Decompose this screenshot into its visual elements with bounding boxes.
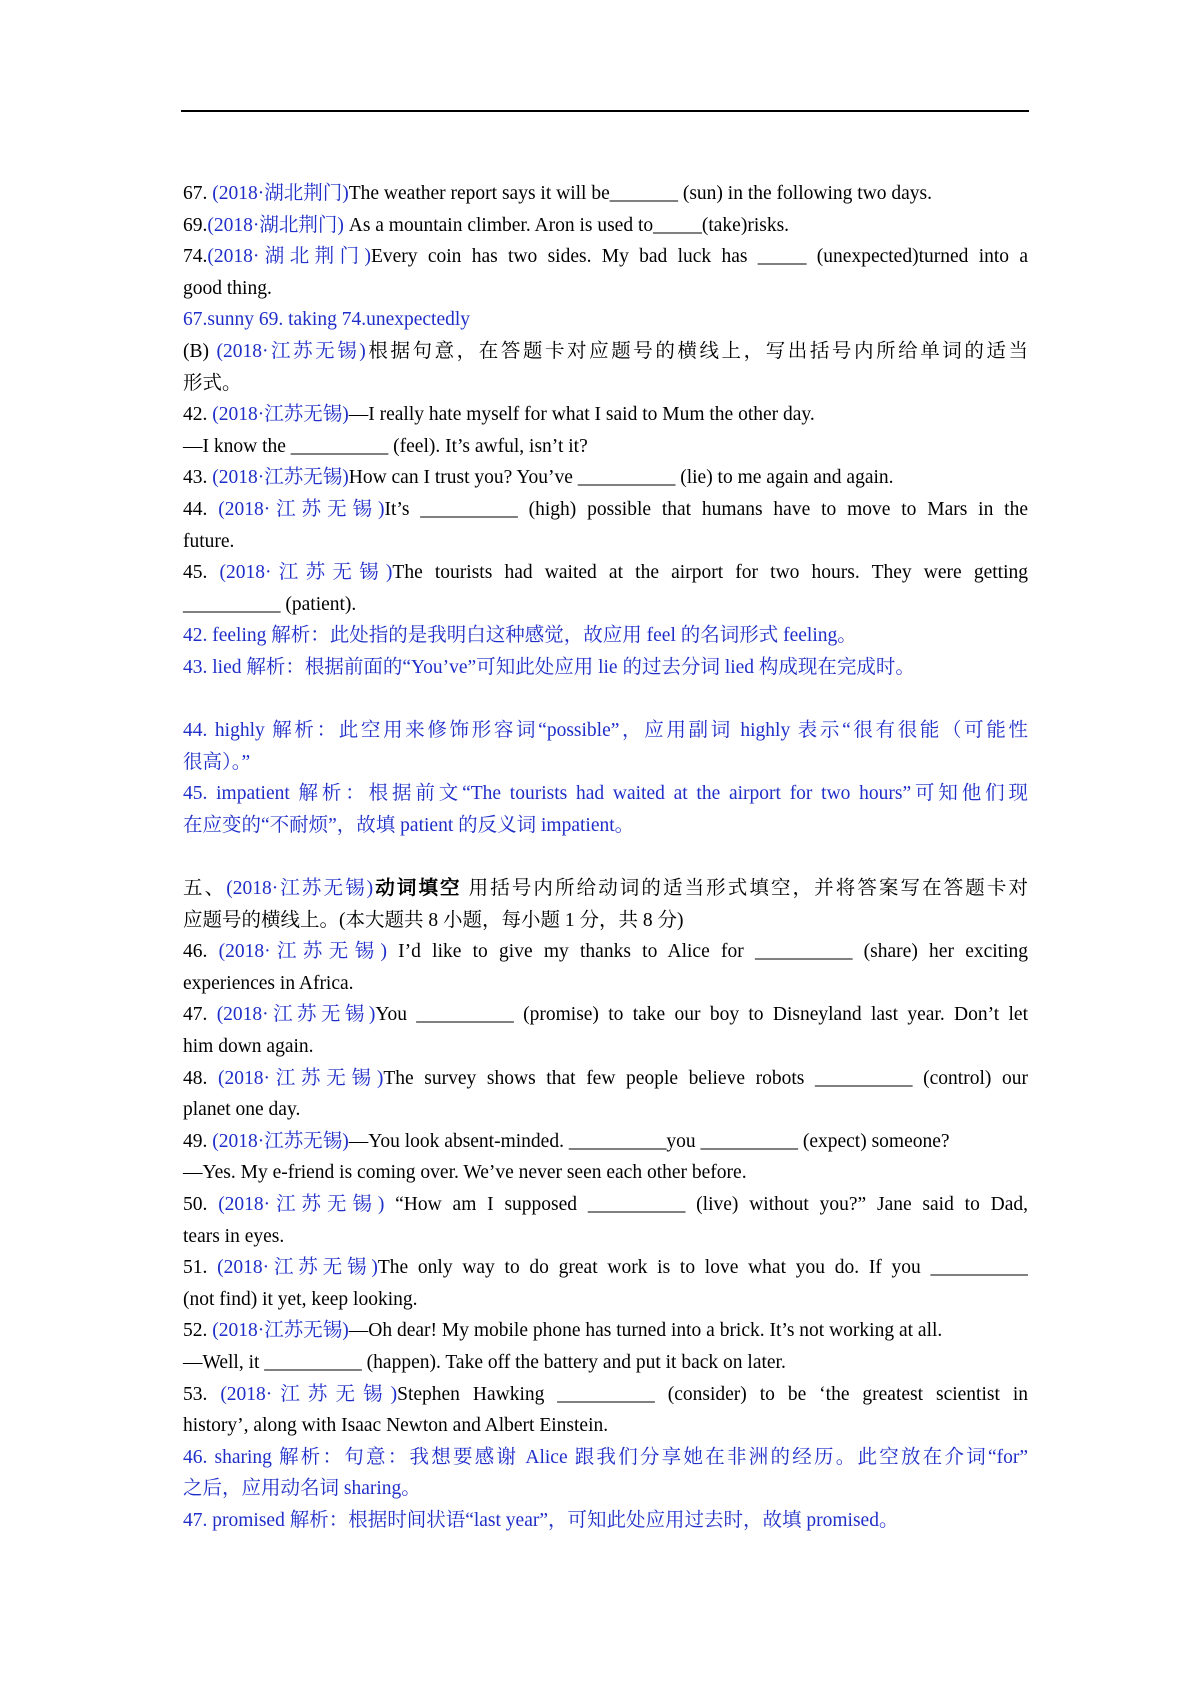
spacer bbox=[183, 684, 1028, 716]
answer-44: 44. highly 解析：此空用来修饰形容词“possible”，应用副词 highly 表示“很有很能（可能性 bbox=[183, 720, 1028, 742]
question-52: 52. (2018·江苏无锡)—Oh dear! My mobile phone has turned into a brick. It’s not working at all. bbox=[183, 1320, 943, 1342]
answer-44-cont: 很高）。” bbox=[183, 751, 251, 773]
question-49: 49. (2018·江苏无锡)—You look absent-minded. __________you __________ (expect) someone? bbox=[183, 1130, 950, 1152]
source-tag: (2018·江苏无锡) bbox=[216, 1004, 376, 1026]
question-74: 74.(2018·湖北荆门)Every coin has two sides. My bad luck has _____ (unexpected)turned into a bbox=[183, 246, 1028, 268]
question-47-cont: him down again. bbox=[183, 1036, 314, 1058]
question-48-cont: planet one day. bbox=[183, 1099, 301, 1121]
question-46: 46. (2018·江苏无锡) I’d like to give my thanks to Alice for __________ (share) her exciting bbox=[183, 941, 1028, 963]
question-53: 53. (2018·江苏无锡)Stephen Hawking __________ (consider) to be ‘the greatest scientist in bbox=[183, 1383, 1028, 1405]
question-45-cont: __________ (patient). bbox=[183, 593, 357, 615]
answer-46-cont: 之后，应用动名词 sharing。 bbox=[183, 1478, 421, 1500]
question-51: 51. (2018·江苏无锡)The only way to do great work is to love what you do. If you __________ bbox=[183, 1257, 1028, 1279]
question-42: 42. (2018·江苏无锡)—I really hate myself for what I said to Mum the other day. bbox=[183, 404, 815, 426]
source-tag: (2018·江苏无锡) bbox=[212, 404, 349, 426]
question-69: 69.(2018·湖北荆门) As a mountain climber. Aron is used to_____(take)risks. bbox=[183, 214, 790, 236]
answers-67-74: 67.sunny 69. taking 74.unexpectedly bbox=[183, 309, 471, 331]
question-45: 45. (2018·江苏无锡)The tourists had waited at the airport for two hours. They were getting bbox=[183, 562, 1028, 584]
question-44: 44. (2018·江苏无锡)It’s __________ (high) possible that humans have to move to Mars in the bbox=[183, 498, 1028, 520]
spacer bbox=[183, 841, 1028, 873]
source-tag: (2018·江苏无锡) bbox=[218, 1194, 385, 1215]
question-50: 50. (2018·江苏无锡) “How am I supposed __________ (live) without you?” Jane said to Dad, bbox=[183, 1194, 1028, 1215]
question-53-cont: history’, along with Isaac Newton and Albert Einstein. bbox=[183, 1415, 609, 1437]
section-title: 动词填空 bbox=[373, 878, 462, 900]
source-tag: (2018·江苏无锡) bbox=[218, 498, 385, 520]
question-42-cont: —I know the __________ (feel). It’s awful, isn’t it? bbox=[183, 435, 588, 457]
answer-46: 46. sharing 解析：句意：我想要感谢 Alice 跟我们分享她在非洲的经历。此空放在介词“for” bbox=[183, 1446, 1028, 1468]
section-b-heading: (B) (2018·江苏无锡)根据句意，在答题卡对应题号的横线上，写出括号内所给单词的适当 bbox=[183, 340, 1028, 362]
question-48: 48. (2018·江苏无锡)The survey shows that few people believe robots __________ (control) our bbox=[183, 1067, 1028, 1089]
source-tag: (2018·湖北荆门) bbox=[207, 246, 371, 268]
source-tag: (2018·江苏无锡) bbox=[218, 1067, 384, 1089]
section-5-heading-cont: 应题号的横线上。(本大题共 8 小题，每小题 1 分，共 8 分) bbox=[183, 909, 684, 931]
answer-43: 43. lied 解析：根据前面的“You’ve”可知此处应用 lie 的过去分词 lied 构成现在完成时。 bbox=[183, 656, 915, 678]
question-50-cont: tears in eyes. bbox=[183, 1225, 285, 1247]
source-tag: (2018·湖北荆门) bbox=[212, 183, 349, 204]
question-49-cont: —Yes. My e-friend is coming over. We’ve never seen each other before. bbox=[183, 1162, 747, 1184]
question-44-cont: future. bbox=[183, 530, 235, 552]
source-tag: (2018·江苏无锡) bbox=[216, 340, 366, 362]
answer-45-cont: 在应变的“不耐烦”，故填 patient 的反义词 impatient。 bbox=[183, 814, 635, 836]
question-51-cont: (not find) it yet, keep looking. bbox=[183, 1288, 418, 1310]
source-tag: (2018·江苏无锡) bbox=[212, 467, 349, 489]
source-tag: (2018·湖北荆门) bbox=[207, 214, 344, 236]
question-52-cont: —Well, it __________ (happen). Take off the battery and put it back on later. bbox=[183, 1351, 786, 1373]
question-47: 47. (2018·江苏无锡)You __________ (promise) to take our boy to Disneyland last year. Don’t let bbox=[183, 1004, 1028, 1026]
answer-47: 47. promised 解析：根据时间状语“last year”，可知此处应用过去时，故填 promised。 bbox=[183, 1509, 899, 1531]
question-43: 43. (2018·江苏无锡)How can I trust you? You’ve __________ (lie) to me again and again. bbox=[183, 467, 894, 489]
answer-42: 42. feeling 解析：此处指的是我明白这种感觉，故应用 feel 的名词形式 feeling。 bbox=[183, 625, 857, 647]
section-b-heading-cont: 形式。 bbox=[183, 372, 242, 394]
source-tag: (2018·江苏无锡) bbox=[226, 878, 374, 900]
answer-45: 45. impatient 解析：根据前文“The tourists had waited at the airport for two hours”可知他们现 bbox=[183, 783, 1028, 805]
header-rule bbox=[181, 110, 1029, 112]
question-67: 67. (2018·湖北荆门)The weather report says it will be_______ (sun) in the following two days. bbox=[183, 183, 932, 204]
source-tag: (2018·江苏无锡) bbox=[219, 562, 393, 584]
source-tag: (2018·江苏无锡) bbox=[217, 1257, 378, 1279]
source-tag: (2018·江苏无锡) bbox=[218, 941, 387, 963]
question-46-cont: experiences in Africa. bbox=[183, 972, 354, 994]
document-body bbox=[183, 178, 1028, 1537]
question-74-cont: good thing. bbox=[183, 277, 272, 299]
source-tag: (2018·江苏无锡) bbox=[212, 1320, 349, 1342]
source-tag: (2018·江苏无锡) bbox=[220, 1383, 398, 1405]
section-5-heading: 五、(2018·江苏无锡)动词填空 用括号内所给动词的适当形式填空，并将答案写在答题卡对 bbox=[183, 878, 1028, 900]
source-tag: (2018·江苏无锡) bbox=[212, 1130, 349, 1152]
